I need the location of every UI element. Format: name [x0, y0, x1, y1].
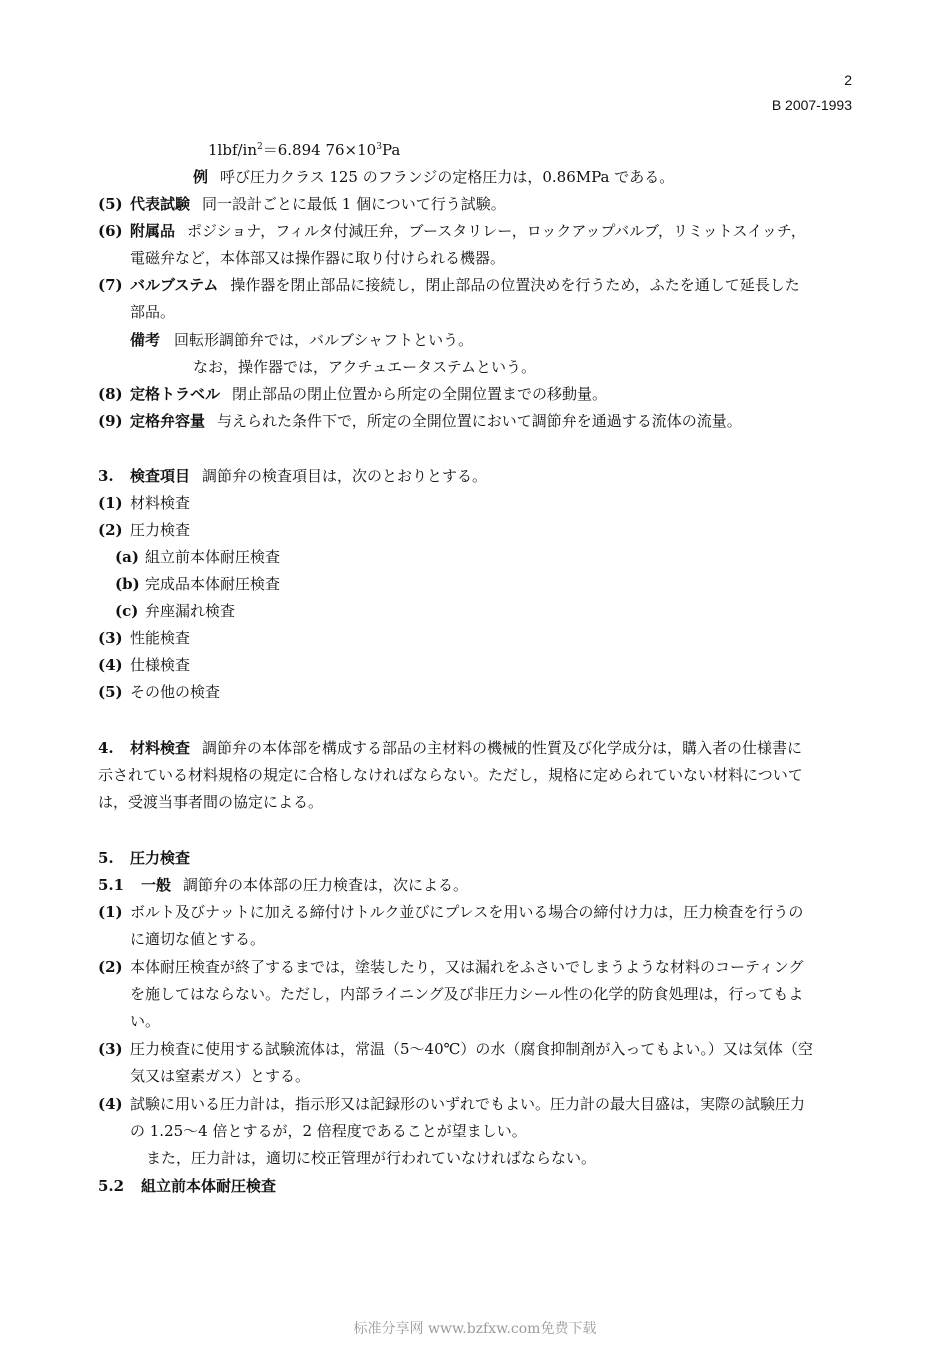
section-title: 圧力検査 — [130, 849, 191, 867]
section-number: 3. — [98, 467, 114, 485]
inspection-item — [98, 628, 190, 648]
subsection-text: 調節弁の本体部の圧力検査は，次による。 — [183, 876, 469, 894]
item-num: (b) — [115, 575, 140, 593]
item-num: (2) — [98, 521, 123, 539]
subsection-title: 一般 — [141, 876, 172, 894]
def-term: 附属品 — [130, 222, 176, 240]
item-text: 試験に用いる圧力計は，指示形又は記録形のいずれでもよい。圧力計の最大目盛は，実際の試験圧力 — [130, 1095, 806, 1113]
inspection-item — [98, 655, 190, 675]
section-text: 調節弁の検査項目は，次のとおりとする。 — [202, 467, 488, 485]
item-text: 仕様検査 — [130, 656, 191, 674]
page-number: 2 — [844, 72, 852, 88]
formula-sup2: 3 — [376, 142, 382, 152]
item-text: 性能検査 — [130, 629, 191, 647]
remark-cont: なお，操作器では，アクチュエータステムという。 — [193, 358, 537, 376]
item-num: (1) — [98, 903, 123, 921]
section-4-heading — [98, 738, 802, 758]
remark-line — [130, 330, 473, 350]
formula-sup1: 2 — [257, 142, 263, 152]
item-num: (5) — [98, 683, 123, 701]
pressure-item-cont: に適切な値とする。 — [130, 930, 266, 948]
def-num: (7) — [98, 276, 123, 294]
def-item-6 — [98, 221, 806, 241]
def-item-5 — [98, 194, 506, 214]
subsection-5-1 — [98, 875, 468, 895]
inspection-subitem — [115, 574, 280, 594]
item-text: その他の検査 — [130, 683, 221, 701]
def-term: 定格弁容量 — [130, 412, 206, 430]
item-text: 圧力検査に使用する試験流体は，常温（5～40℃）の水（腐食抑制剤が入ってもよい。）又は気体（空 — [130, 1040, 813, 1058]
item-text: 材料検査 — [130, 494, 191, 512]
pressure-item-cont: また，圧力計は，適切に校正管理が行われていなければならない。 — [146, 1149, 597, 1167]
item-num: (a) — [115, 548, 139, 566]
inspection-item — [98, 520, 190, 540]
watermark-footer: 标准分享网 www.bzfxw.com免费下载 — [353, 1321, 597, 1337]
section-number: 5. — [98, 849, 114, 867]
inspection-subitem — [115, 601, 235, 621]
item-text: 組立前本体耐圧検査 — [145, 548, 281, 566]
remark-text: 回転形調節弁では，バルブシャフトという。 — [174, 331, 474, 349]
def-text: 与えられた条件下で，所定の全開位置において調節弁を通過する流体の流量。 — [217, 412, 742, 430]
section-number: 4. — [98, 739, 114, 757]
inspection-item — [98, 682, 220, 702]
pressure-item — [98, 1094, 805, 1114]
example-text: 呼び圧力クラス 125 のフランジの定格圧力は，0.86MPa である。 — [220, 168, 675, 186]
section-3-heading — [98, 466, 487, 486]
section-text: 調節弁の本体部を構成する部品の主材料の機械的性質及び化学成分は，購入者の仕様書に — [202, 739, 803, 757]
pressure-item — [98, 957, 804, 977]
pressure-item-cont: の 1.25～4 倍とするが，2 倍程度であることが望ましい。 — [130, 1122, 527, 1140]
formula-middle: ＝6.894 76×10 — [262, 141, 377, 159]
def-term: バルブステム — [130, 276, 219, 294]
item-num: (4) — [98, 656, 123, 674]
def-item-9 — [98, 411, 742, 431]
def-item-6-cont: 電磁弁など，本体部又は操作器に取り付けられる機器。 — [130, 249, 506, 267]
def-num: (6) — [98, 222, 123, 240]
section-title: 検査項目 — [130, 467, 191, 485]
pressure-item — [98, 902, 803, 922]
def-num: (5) — [98, 195, 123, 213]
def-text: 同一設計ごとに最低 1 個について行う試験。 — [202, 195, 506, 213]
item-num: (4) — [98, 1095, 123, 1113]
subsection-title: 組立前本体耐圧検査 — [141, 1177, 277, 1195]
section-4-line: 示されている材料規格の規定に合格しなければならない。ただし，規格に定められていない材料について — [98, 766, 803, 784]
def-text: 閉止部品の閉止位置から所定の全開位置までの移動量。 — [232, 385, 608, 403]
subsection-5-2 — [98, 1176, 276, 1196]
item-num: (2) — [98, 958, 123, 976]
item-num: (c) — [115, 602, 139, 620]
item-text: ボルト及びナットに加える締付けトルク並びにプレスを用いる場合の締付け力は，圧力検査を行うの — [130, 903, 804, 921]
pressure-item-cont: い。 — [130, 1012, 161, 1030]
item-text: 本体耐圧検査が終了するまでは，塗装したり，又は漏れをふさいでしまうような材料のコーティング — [130, 958, 804, 976]
def-text: ポジショナ，フィルタ付減圧弁，ブースタリレー，ロックアップバルブ，リミットスイッチ， — [187, 222, 806, 240]
remark-label: 備考 — [130, 331, 161, 349]
subsection-number: 5.1 — [98, 876, 125, 894]
example-label: 例 — [193, 168, 209, 186]
item-num: (3) — [98, 1040, 123, 1058]
def-num: (8) — [98, 385, 123, 403]
item-text: 完成品本体耐圧検査 — [145, 575, 281, 593]
formula-prefix: 1lbf/in — [208, 141, 258, 159]
formula-suffix: Pa — [381, 141, 401, 159]
inspection-subitem — [115, 547, 280, 567]
def-item-7-cont: 部品。 — [130, 303, 176, 321]
def-item-8 — [98, 384, 607, 404]
item-num: (1) — [98, 494, 123, 512]
section-title: 材料検査 — [130, 739, 191, 757]
item-text: 圧力検査 — [130, 521, 191, 539]
pressure-item-cont: 気又は窒素ガス）とする。 — [130, 1067, 311, 1085]
inspection-item — [98, 493, 190, 513]
def-text: 操作器を閉止部品に接続し，閉止部品の位置決めを行うため，ふたを通して延長した — [230, 276, 800, 294]
subsection-number: 5.2 — [98, 1177, 125, 1195]
section-4-line: は，受渡当事者間の協定による。 — [98, 793, 324, 811]
example-line — [193, 167, 674, 187]
standard-code: B 2007-1993 — [771, 97, 852, 113]
section-5-heading — [98, 848, 190, 868]
pressure-item — [98, 1039, 813, 1059]
item-text: 弁座漏れ検査 — [145, 602, 236, 620]
def-term: 定格トラベル — [130, 385, 221, 403]
def-item-7 — [98, 275, 800, 295]
unit-formula — [208, 140, 400, 160]
pressure-item-cont: を施してはならない。ただし，内部ライニング及び非圧力シール性の化学的防食処理は，行ってもよ — [130, 985, 804, 1003]
def-term: 代表試験 — [130, 195, 191, 213]
def-num: (9) — [98, 412, 123, 430]
item-num: (3) — [98, 629, 123, 647]
